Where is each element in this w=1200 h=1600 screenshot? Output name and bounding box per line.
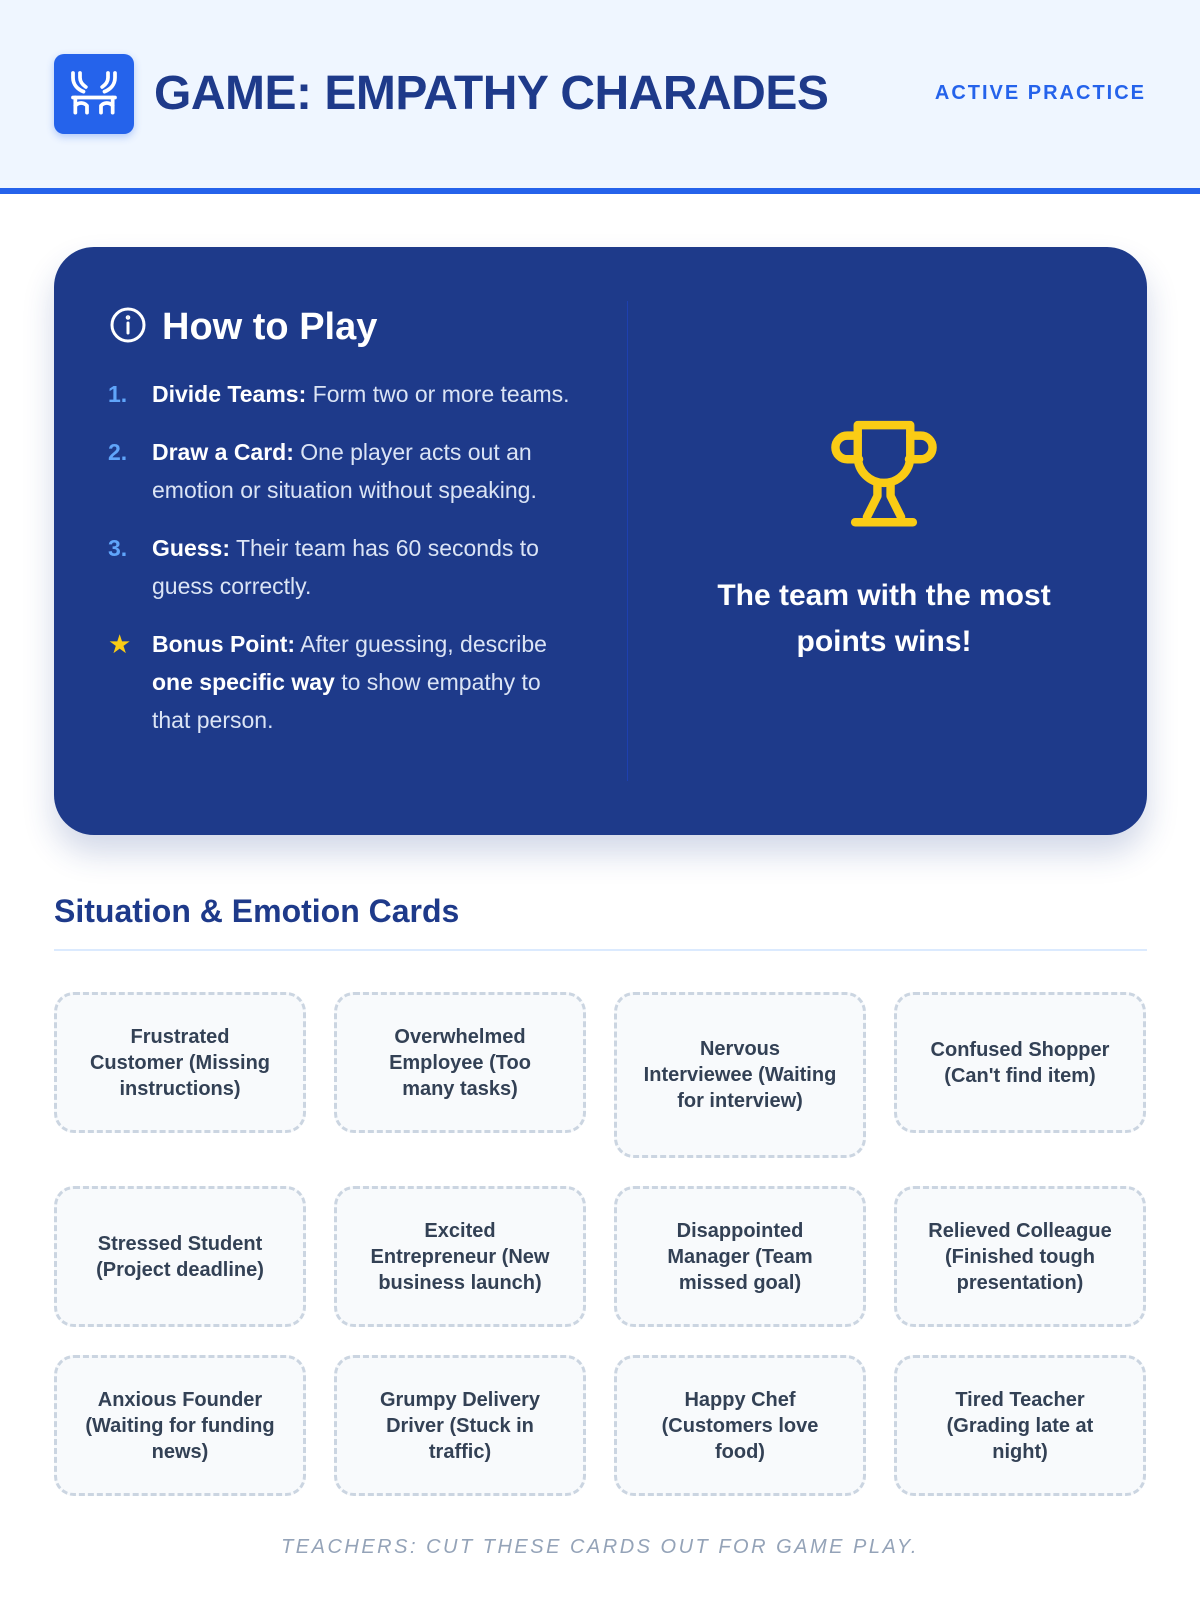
step-number: 1.	[108, 381, 128, 407]
how-to-play-title: How to Play	[162, 305, 378, 348]
info-circle-icon	[108, 305, 148, 350]
emotion-card[interactable]: Tired Teacher (Grading late at night)	[894, 1355, 1146, 1496]
emotion-card[interactable]: Stressed Student (Project deadline)	[54, 1186, 306, 1327]
trophy-icon	[821, 525, 947, 542]
emotion-card[interactable]: Grumpy Delivery Driver (Stuck in traffic)	[334, 1355, 586, 1496]
emotion-card[interactable]: Excited Entrepreneur (New business launch)	[334, 1186, 586, 1327]
step-text: Divide Teams: Form two or more teams.	[152, 381, 570, 407]
step-text: Guess: Their team has 60 seconds to guess correctly.	[152, 535, 539, 599]
theater-icon	[54, 54, 134, 134]
step-item	[108, 375, 578, 413]
step-item	[108, 529, 578, 605]
emotion-card[interactable]: Frustrated Customer (Missing instructions)	[54, 992, 306, 1133]
step-item	[108, 433, 578, 509]
bonus-step-item	[108, 625, 578, 739]
emotion-card[interactable]: Relieved Colleague (Finished tough presentation)	[894, 1186, 1146, 1327]
active-practice-tag: ACTIVE PRACTICE	[934, 82, 1146, 104]
emotion-card[interactable]: Confused Shopper (Can't find item)	[894, 992, 1146, 1133]
step-number: 3.	[108, 535, 128, 561]
step-text: Draw a Card: One player acts out an emotion or situation without speaking.	[152, 439, 537, 503]
how-to-play-panel	[54, 247, 1147, 835]
page-title: GAME: EMPATHY CHARADES	[154, 67, 829, 120]
cards-section-title: Situation & Emotion Cards	[54, 893, 460, 929]
star-icon: ★	[108, 629, 132, 659]
emotion-card[interactable]: Happy Chef (Customers love food)	[614, 1355, 866, 1496]
win-condition	[674, 412, 1094, 665]
how-to-play-heading	[108, 299, 578, 355]
emotion-card[interactable]: Anxious Founder (Waiting for funding news)	[54, 1355, 306, 1496]
emotion-card[interactable]: Disappointed Manager (Team missed goal)	[614, 1186, 866, 1327]
panel-divider	[627, 301, 628, 781]
step-text: Bonus Point: After guessing, describe one specific way to show empathy to that person.	[152, 631, 547, 733]
emotion-card[interactable]: Overwhelmed Employee (Too many tasks)	[334, 992, 586, 1133]
emotion-card[interactable]: Nervous Interviewee (Waiting for interview)	[614, 992, 866, 1158]
how-to-play-section	[108, 299, 578, 759]
teacher-note: TEACHERS: CUT THESE CARDS OUT FOR GAME PLAY.	[281, 1536, 919, 1558]
step-number: 2.	[108, 439, 128, 465]
steps-list	[108, 375, 578, 739]
section-divider	[54, 949, 1147, 951]
page-header	[0, 0, 1200, 194]
win-text: The team with the most points wins!	[717, 579, 1051, 658]
